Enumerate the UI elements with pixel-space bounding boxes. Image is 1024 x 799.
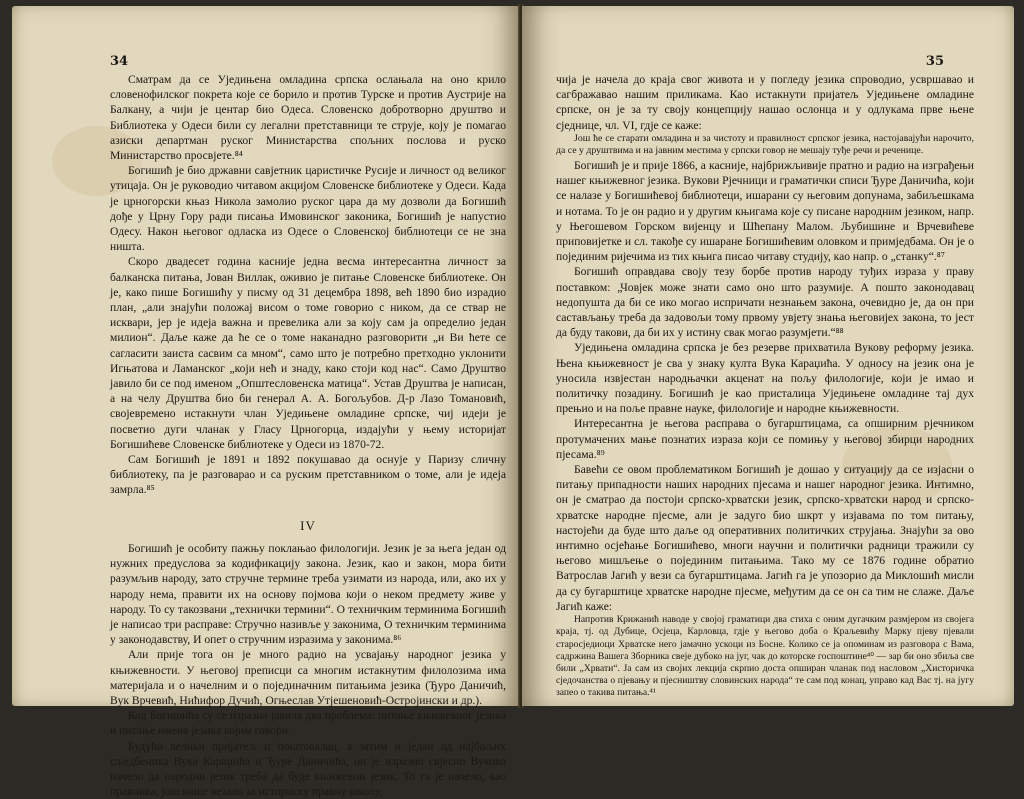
paragraph: Богишић је био државни савјетник царистичке Русије и личност од великог утицаја. Он је руководио читавом акцијом Словенске библиотеке у Одеси. Када је црногорски књаз Никола замолио руског цара да му дозволи да Богишић дође у Црну Гору ради писања Имовинског законика, Богишић је напустио Одесу. Након његовог одласка из Одесе о Словенској библиотеци се не зна ништа. [110, 164, 506, 254]
paragraph: Бавећи се овом проблематиком Богишић је дошао у ситуацију да се изјасни о питању припадности наших народних пјесама и нашег народног језика. Интимно, он је сматрао да постоји српско-хрватски језик, српско-хрватски народ и српско-хрватске народне пјесме, али је задуго био шкрт у изјавама по том питању, настојећи да буде што даље од оперативних политичких струјања. Знајући за ово интимно осјећање Богишићево, многи научни и политички радници тражили су његово мишљење о појединим питањима. Тако му се 1876 године обратио Ватрослав Јагић у вези са бугарштицама. Јагић га је упозорио да Миклошић мисли да су бугарштице хрватске народне пјесме, међутим да се он са тим не слаже. Даље Јагић каже: [556, 463, 974, 613]
right-page-text [556, 72, 974, 700]
left-page [12, 6, 520, 799]
paragraph: Код Богишића су се изразна јавила два проблема: питање књижевног језика и питање имена језика којим говори. [110, 709, 506, 738]
paragraph: чија је начела до краја свог живота и у погледу језика спроводио, усвршавао и сагбражавао нашим приликама. Као истакнути пријатељ Уједињене омладине српске, он је за ту своју концепцију нашао ослонца и у одлукама прве њене сједнице, чл. VI, гдје се каже: [556, 73, 974, 132]
paragraph: Скоро двадесет година касније једна весма интересантна личност за балканска питања, Јован Виллак, оживио је питање Словенске библиотеке. Он је, како пише Богишићу у писму од 31 децембра 1898, већ 1890 био израдио план, „али знајући положај висом о томе говорио с ником, да се ствар не исквари, јер је идеја важна и превелика али за коју сам ја определио један милион“. Даље каже да ће се о томе наканадно разговорити „и Ви ћете се сагласити заиста сасвим са мном“, само што је потребно претходно уклонити Игњатова и Ламанског „који нећ и знаду, како стоји код нас“. Само Друштво јавило би се под именом „Општесловенска матица“. Устав Друштва је написан, а на челу Друштва био би генерал А. А. Богољубов. Д-р Лазо Томановић, својевремено истакнути члан Уједињене омладине српске, чиј идеји је посветио дуги чланак у Гласу Црногорца, издајући у њему историјат Богишићеве Словенске библиотеке у Одеси из 1870-72. [110, 255, 506, 451]
paragraph: Али прије тога он је много радио на усвајању народног језика у књижевности. У његовој преписци са многим истакнутим филолозима има материјала и о начелним и о појединачним питањима језика (Ђуро Даничић, Вук Врчевић, Нићифор Дучић, Огњеслав Утјешеновић-Остројински и др.). [110, 648, 506, 707]
paragraph: Сам Богишић је 1891 и 1892 покушавао да оснује у Паризу сличну библиотеку, па је разговарао и са руским претставником о томе, али је идеја замрла.⁸⁵ [110, 453, 506, 497]
right-page [522, 6, 1014, 706]
paragraph: Богишић оправдава своју тезу борбе против народу туђих израза у праву поставком: „Човјек може знати само оно што разумије. А пошто законодавац недопушта да би се ико могао испричати незнањем закона, очевидно је, да он при састављању треба да задовољи тому првому увјету знања његовијех закона, то јест да буду такови, да би их у истину свак могао разумјети.“⁸⁸ [556, 265, 974, 340]
paragraph: Будући велики пријатељ и поштовалац, а затим и један од најбољих сљедбеника Вука Караџића и Ђуре Даничића, он је изразио свјесно Вуково начело да народни језик треба да буде књижевни језик. То га је начело, као правника, још више везало за историску правну школу, [110, 739, 506, 799]
paragraph: Уједињена омладина српска је без резерве прихватила Вукову реформу језика. Њена књижевност је сва у знаку култа Вука Караџића. У односу на језик она је уносила извјестан народњачки акценат на пољу филологије, који је имао и политичку позадину. Богишић је као присталица Уједињене омладине тај дух прењио и на поље правне науке, филологије и народне књижевности. [556, 341, 974, 416]
section-heading: IV [300, 517, 316, 533]
left-page-text [110, 72, 506, 799]
block-quote: Још ће се старати омладина и за чистоту и правилност српског језика, настојавајући нарочито, да се у друштвима и на јавним местима у српски говор не мешају туђе речи и реченице. [556, 132, 974, 157]
paragraph: Богишић је особиту пажњу поклањао филологији. Језик је за њега један од нужних предуслова за кодификацију закона. Језик, као и закон, мора бити разумљив народу, зато стручне термине треба узимати из народа, или, ако их у народу нема, правити их на основу појмова који о неком предмету живе у народу. То су такозвани „технички термини“. О техничким терминима Богишић је написао три расправе: Стручно називље у законима, О техничким терминима у законодавству, И опет о стручним изразима у законима.⁸⁶ [110, 541, 506, 647]
paragraph: Сматрам да се Уједињена омладина српска ослањала на оно крило словенофилског покрета које се борило и против Турске и против Аустрије на Балкану, а чији је центар био Одеса. Словенско добротворно друштво и Библиотека у Одеси били су легални претставници те струје, коју је помагао азиски департман руског Министарства спољних послова и руско Министарство просвјете.⁸⁴ [110, 73, 506, 163]
page-number: 34 [110, 54, 129, 69]
paragraph: Интересантна је његова расправа о бугарштицама, са опширним рјечником протумачених мање познатих израза који се помињу у његовој збирци народних пјесама.⁸⁹ [556, 417, 974, 461]
page-number: 35 [925, 54, 944, 69]
paragraph: Богишић је и прије 1866, а касније, најбрижљивије пратно и радио на изграђењи нашег књижевног језика. Вукови Рјечници и граматички списи Ђуре Даничића, који се налазе у Богишићевој библиотеци, ишарани су његовим допунама, забиљешкама и нотама. То је он радио и у другим књигама које су писане народним језиком, напр. у Његошевом Горском вијенцу и Шћепану Малом. Љубишине и Врчевићеве приповијетке и сл. такође су ишаране Богишићевим оловком и примједбама. Он је о појединим ријечима из тих књига писао читаву студију, као напр. о „станку“.⁸⁷ [556, 159, 974, 264]
quoted-letter: Напротив Крижанић наводе у својој граматици два стиха с оним дугачким размјером из својега краја, тј. од Дубице, Осјеца, Карловца, гдје у његово доба о Краљевићу Марку пјеву пјевали старосједиоци Хрватске него јамачно ускоци из Босне. Колико се ја опоминам из разговора с Вама, садржина Вашега Зборника свеје дубоко на југ, чак до которске госпоштине⁴⁰ — зар би оно збиља све били „Хрвати“. Ја сам из својих лекција скрпио доста опширан чланак под насловом „Хисторичка сједочанства о пјевању и пјесништву словинских народа“ те сам под конац, управо кад Вас тј. на југу запео о такива питања.⁴¹ [556, 614, 974, 699]
